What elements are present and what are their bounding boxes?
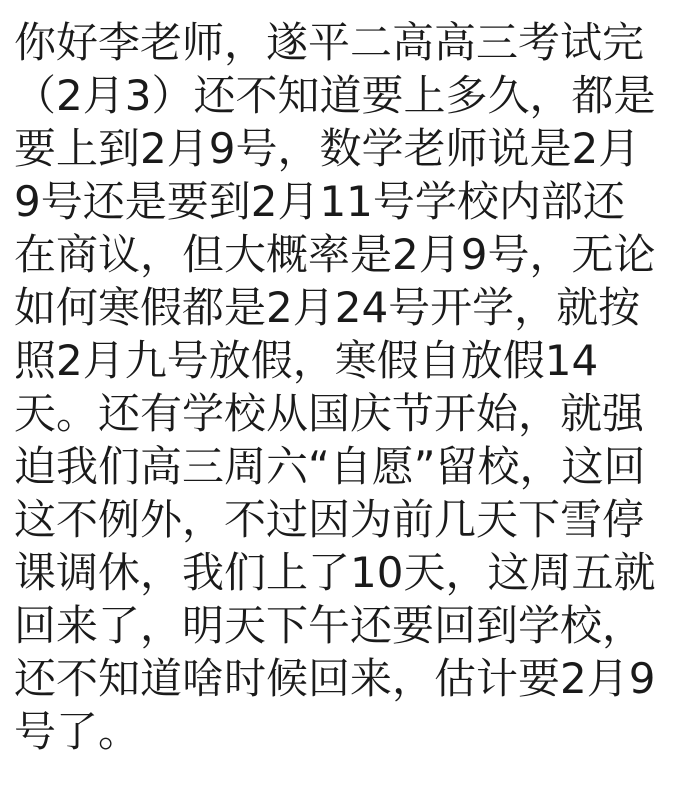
message-text: 你好李老师，遂平二高高三考试完（2月3）还不知道要上多久，都是要上到2月9号，数学老师说是2月9号还是要到2月11号学校内部还在商议，但大概率是2月9号，无论如何寒假都是2月24号开学，就按照2月九号放假，寒假自放假14天。还有学校从国庆节开始，就强迫我们高三周六“自愿”留校，这回这不例外，不过因为前几天下雪停课调休，我们上了10天，这周五就回来了，明天下午还要回到学校，还不知道啥时候回来，估计要2月9号了。: [14, 18, 656, 756]
